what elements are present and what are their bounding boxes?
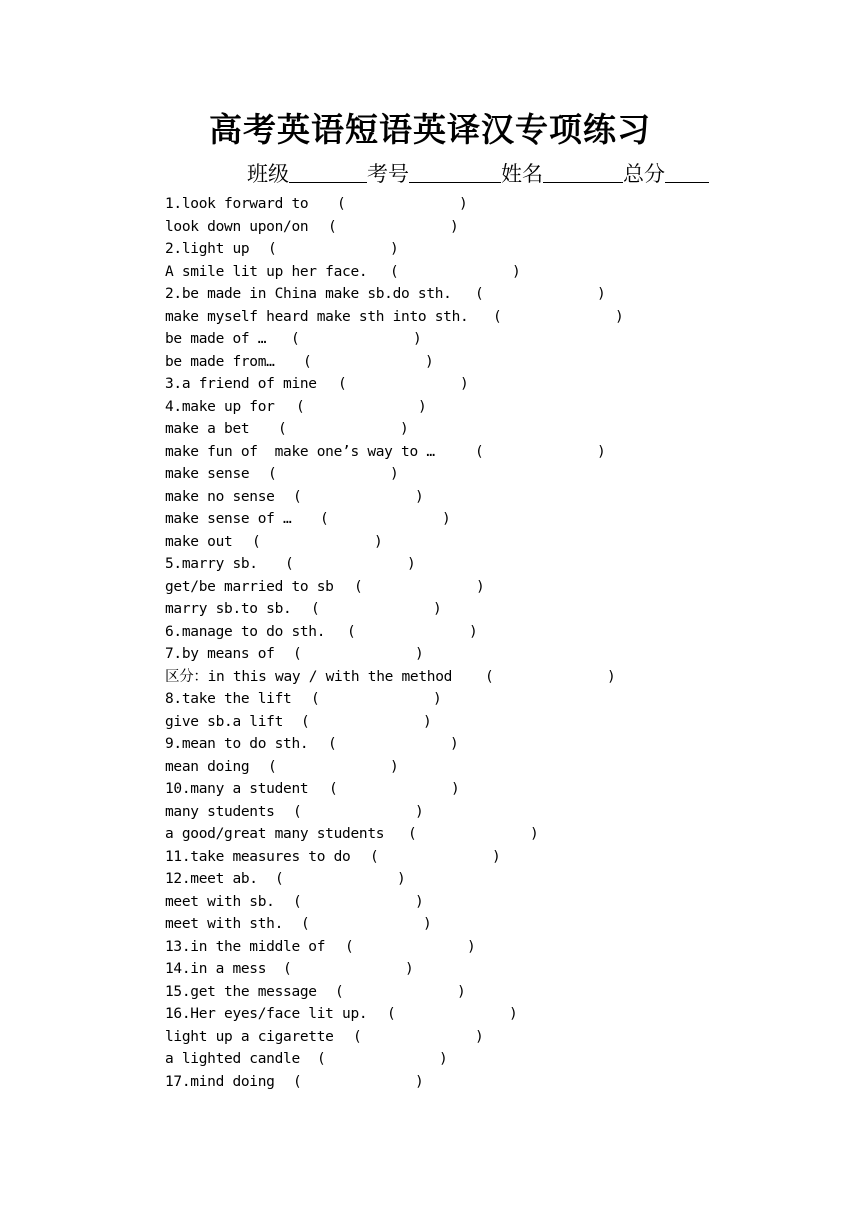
answer-paren-close: ) [451, 781, 460, 797]
phrase-item [165, 463, 468, 486]
phrase-text: a lighted candle [165, 1051, 300, 1067]
phrase-item [165, 778, 468, 801]
answer-paren-close: ) [597, 443, 606, 460]
answer-blank[interactable] [420, 825, 526, 843]
answer-blank[interactable] [329, 1050, 435, 1068]
phrase-item [165, 1003, 518, 1026]
student-info-line [247, 158, 709, 188]
answer-blank[interactable] [366, 578, 472, 596]
answer-paren-open: ( [345, 938, 354, 955]
answer-paren-open: ( [320, 511, 329, 527]
answer-paren-open: ( [328, 218, 337, 235]
phrase-text: many students [165, 803, 275, 820]
phrase-text: 14.in a mess [165, 961, 267, 977]
phrase-item [165, 531, 468, 554]
answer-paren-close: ) [425, 353, 434, 370]
answer-paren-close: ) [415, 646, 424, 662]
answer-blank[interactable] [347, 983, 453, 1001]
answer-blank[interactable] [303, 330, 409, 348]
answer-blank[interactable] [295, 960, 401, 978]
answer-blank[interactable] [315, 353, 421, 371]
phrase-text: meet with sb. [165, 893, 275, 910]
phrase-item [165, 373, 468, 396]
answer-blank[interactable] [280, 758, 386, 776]
phrase-item [165, 283, 606, 306]
phrase-item [165, 598, 468, 621]
answer-paren-open: ( [354, 578, 363, 595]
phrase-item [165, 328, 468, 351]
answer-paren-close: ) [374, 533, 383, 550]
answer-paren-close: ) [509, 1006, 518, 1022]
phrase-text: 13.in the middle of [165, 938, 326, 955]
phrase-text: light up a cigarette [165, 1028, 334, 1045]
phrase-item [165, 441, 606, 464]
answer-paren-open: ( [296, 398, 305, 415]
answer-blank[interactable] [297, 555, 403, 573]
phrase-text: a good/great many students [165, 826, 385, 842]
phrase-item [165, 486, 468, 509]
phrase-item [165, 621, 478, 644]
answer-blank[interactable] [264, 533, 370, 551]
answer-paren-open: ( [311, 691, 320, 707]
phrase-text: 2.be made in China make sb.do sth. [165, 286, 452, 302]
phrase-text: A smile lit up her face. [165, 263, 368, 280]
phrase-text: 15.get the message [165, 983, 317, 1000]
answer-paren-close: ) [512, 263, 521, 280]
phrase-item [165, 351, 468, 374]
phrase-item [165, 216, 468, 239]
answer-blank[interactable] [290, 420, 396, 438]
answer-paren-close: ) [530, 826, 539, 842]
answer-paren-open: ( [293, 646, 302, 662]
answer-paren-open: ( [485, 668, 494, 685]
phrase-item [165, 846, 501, 869]
answer-blank[interactable] [365, 1028, 471, 1046]
phrase-text: 区分：in this way / with the method [165, 668, 453, 685]
phrase-text: 7.by means of [165, 646, 275, 662]
phrase-text: 6.manage to do sth. [165, 623, 326, 640]
answer-blank[interactable] [399, 1005, 505, 1023]
answer-paren-open: ( [387, 1006, 396, 1022]
answer-blank[interactable] [305, 893, 411, 911]
answer-paren-close: ) [433, 601, 442, 617]
exam-id-blank[interactable] [409, 162, 501, 183]
phrase-item [165, 688, 468, 711]
phrase-text: 1.look forward to [165, 196, 309, 212]
exercise-list [165, 193, 624, 1093]
phrase-item [165, 936, 476, 959]
phrase-text: 5.marry sb. [165, 556, 258, 572]
phrase-text: meet with sth. [165, 916, 284, 932]
answer-paren-open: ( [338, 376, 347, 392]
answer-paren-close: ) [467, 938, 476, 955]
answer-paren-open: ( [278, 421, 287, 437]
answer-paren-close: ) [450, 736, 459, 752]
phrase-text: 11.take measures to do [165, 848, 351, 865]
phrase-text: be made of … [165, 331, 267, 347]
name-blank[interactable] [543, 162, 623, 183]
answer-paren-close: ) [469, 623, 478, 640]
answer-paren-open: ( [268, 241, 277, 257]
phrase-item [165, 261, 521, 284]
answer-paren-close: ) [415, 488, 424, 505]
answer-paren-open: ( [252, 533, 261, 550]
phrase-text: make a bet [165, 421, 250, 437]
answer-paren-close: ) [607, 668, 616, 685]
answer-blank[interactable] [305, 1073, 411, 1091]
phrase-text: give sb.a lift [165, 713, 284, 730]
answer-paren-open: ( [475, 286, 484, 302]
phrase-text: 17.mind doing [165, 1073, 275, 1090]
phrase-text: make sense of … [165, 511, 292, 527]
answer-paren-open: ( [311, 601, 320, 617]
phrase-text: make out [165, 533, 233, 550]
phrase-item [165, 711, 468, 734]
exam-id-label: 考号 [367, 162, 409, 186]
phrase-item [165, 193, 468, 216]
answer-blank[interactable] [305, 645, 411, 663]
phrase-item [165, 1026, 484, 1049]
phrase-item [165, 418, 468, 441]
answer-blank[interactable] [487, 285, 593, 303]
answer-blank[interactable] [402, 263, 508, 281]
answer-paren-close: ) [407, 556, 416, 572]
answer-blank[interactable] [313, 713, 419, 731]
phrase-item [165, 913, 468, 936]
phrase-text: 3.a friend of mine [165, 376, 317, 392]
answer-paren-open: ( [291, 331, 300, 347]
answer-blank[interactable] [359, 623, 465, 641]
answer-blank[interactable] [323, 600, 429, 618]
answer-paren-open: ( [301, 916, 310, 932]
answer-paren-open: ( [293, 803, 302, 820]
phrase-text: make no sense [165, 488, 275, 505]
phrase-item [165, 306, 624, 329]
phrase-text: be made from… [165, 353, 275, 370]
answer-paren-close: ) [415, 1073, 424, 1090]
phrase-item [165, 756, 468, 779]
phrase-item [165, 576, 485, 599]
class-blank[interactable] [289, 162, 367, 183]
answer-paren-close: ) [476, 578, 485, 595]
phrase-text: mean doing [165, 758, 250, 775]
answer-paren-close: ) [492, 848, 501, 865]
phrase-item [165, 891, 468, 914]
answer-paren-open: ( [268, 466, 277, 482]
phrase-item [165, 396, 468, 419]
phrase-text: look down upon/on [165, 218, 309, 235]
phrase-text: make sense [165, 466, 250, 482]
answer-paren-open: ( [285, 556, 294, 572]
phrase-text: make myself heard make sth into sth. [165, 308, 469, 325]
answer-blank[interactable] [357, 938, 463, 956]
answer-paren-close: ) [405, 961, 414, 977]
answer-paren-close: ) [400, 421, 409, 437]
answer-paren-open: ( [390, 263, 399, 280]
answer-paren-open: ( [337, 196, 346, 212]
answer-paren-open: ( [293, 893, 302, 910]
answer-blank[interactable] [349, 195, 455, 213]
phrase-text: 2.light up [165, 241, 250, 257]
answer-paren-open: ( [408, 826, 417, 842]
phrase-item [165, 823, 539, 846]
phrase-text: get/be married to sb [165, 578, 334, 595]
answer-blank[interactable] [287, 870, 393, 888]
answer-paren-open: ( [493, 308, 502, 325]
answer-paren-close: ) [397, 871, 406, 887]
answer-paren-open: ( [347, 623, 356, 640]
answer-paren-close: ) [390, 758, 399, 775]
answer-blank[interactable] [497, 668, 603, 686]
answer-paren-open: ( [275, 871, 284, 887]
answer-blank[interactable] [332, 510, 438, 528]
answer-paren-close: ) [415, 803, 424, 820]
answer-paren-close: ) [413, 331, 422, 347]
answer-paren-open: ( [268, 758, 277, 775]
answer-blank[interactable] [305, 803, 411, 821]
answer-blank[interactable] [280, 240, 386, 258]
phrase-item [165, 958, 468, 981]
phrase-text: 8.take the lift [165, 691, 292, 707]
answer-blank[interactable] [341, 780, 447, 798]
answer-paren-close: ) [415, 893, 424, 910]
phrase-text: 16.Her eyes/face lit up. [165, 1006, 368, 1022]
answer-paren-open: ( [283, 961, 292, 977]
phrase-text: make fun of make one’s way to … [165, 443, 435, 460]
answer-blank[interactable] [313, 915, 419, 933]
phrase-item [165, 981, 468, 1004]
answer-paren-open: ( [335, 983, 344, 1000]
phrase-item [165, 643, 468, 666]
answer-paren-open: ( [293, 1073, 302, 1090]
phrase-item [165, 801, 468, 824]
phrase-item [165, 553, 468, 576]
phrase-text: 10.many a student [165, 781, 309, 797]
answer-paren-close: ) [418, 398, 427, 415]
phrase-text: 12.meet ab. [165, 871, 258, 887]
phrase-text: 9.mean to do sth. [165, 736, 309, 752]
answer-paren-close: ) [423, 713, 432, 730]
phrase-item [165, 733, 468, 756]
answer-paren-close: ) [460, 376, 469, 392]
answer-paren-open: ( [328, 736, 337, 752]
phrase-item [165, 508, 468, 531]
answer-paren-close: ) [433, 691, 442, 707]
answer-paren-close: ) [597, 286, 606, 302]
phrase-item [165, 238, 468, 261]
phrase-text: 4.make up for [165, 398, 275, 415]
answer-paren-close: ) [615, 308, 624, 325]
answer-blank[interactable] [340, 218, 446, 236]
class-label: 班级 [247, 162, 289, 186]
answer-paren-close: ) [442, 511, 451, 527]
score-blank[interactable] [665, 162, 709, 183]
phrase-text: marry sb.to sb. [165, 601, 292, 617]
score-label: 总分 [623, 162, 665, 186]
answer-paren-close: ) [423, 916, 432, 932]
answer-blank[interactable] [308, 398, 414, 416]
answer-paren-close: ) [439, 1051, 448, 1067]
answer-paren-close: ) [475, 1028, 484, 1045]
answer-blank[interactable] [280, 465, 386, 483]
answer-paren-open: ( [293, 488, 302, 505]
answer-blank[interactable] [350, 375, 456, 393]
phrase-item [165, 1048, 468, 1071]
answer-paren-close: ) [457, 983, 466, 1000]
answer-paren-close: ) [459, 196, 468, 212]
phrase-item [165, 666, 616, 689]
answer-paren-open: ( [329, 781, 338, 797]
answer-paren-close: ) [390, 466, 399, 482]
answer-paren-open: ( [303, 353, 312, 370]
answer-paren-open: ( [370, 848, 379, 865]
phrase-item [165, 868, 468, 891]
answer-blank[interactable] [305, 488, 411, 506]
answer-blank[interactable] [340, 735, 446, 753]
name-label: 姓名 [501, 162, 543, 186]
page-title: 高考英语短语英译汉专项练习 [209, 110, 651, 149]
answer-paren-open: ( [317, 1051, 326, 1067]
answer-paren-open: ( [301, 713, 310, 730]
answer-blank[interactable] [382, 848, 488, 866]
answer-paren-open: ( [475, 443, 484, 460]
answer-blank[interactable] [487, 443, 593, 461]
answer-paren-close: ) [390, 241, 399, 257]
answer-blank[interactable] [323, 690, 429, 708]
answer-paren-open: ( [353, 1028, 362, 1045]
answer-blank[interactable] [505, 308, 611, 326]
phrase-item [165, 1071, 468, 1094]
answer-paren-close: ) [450, 218, 459, 235]
